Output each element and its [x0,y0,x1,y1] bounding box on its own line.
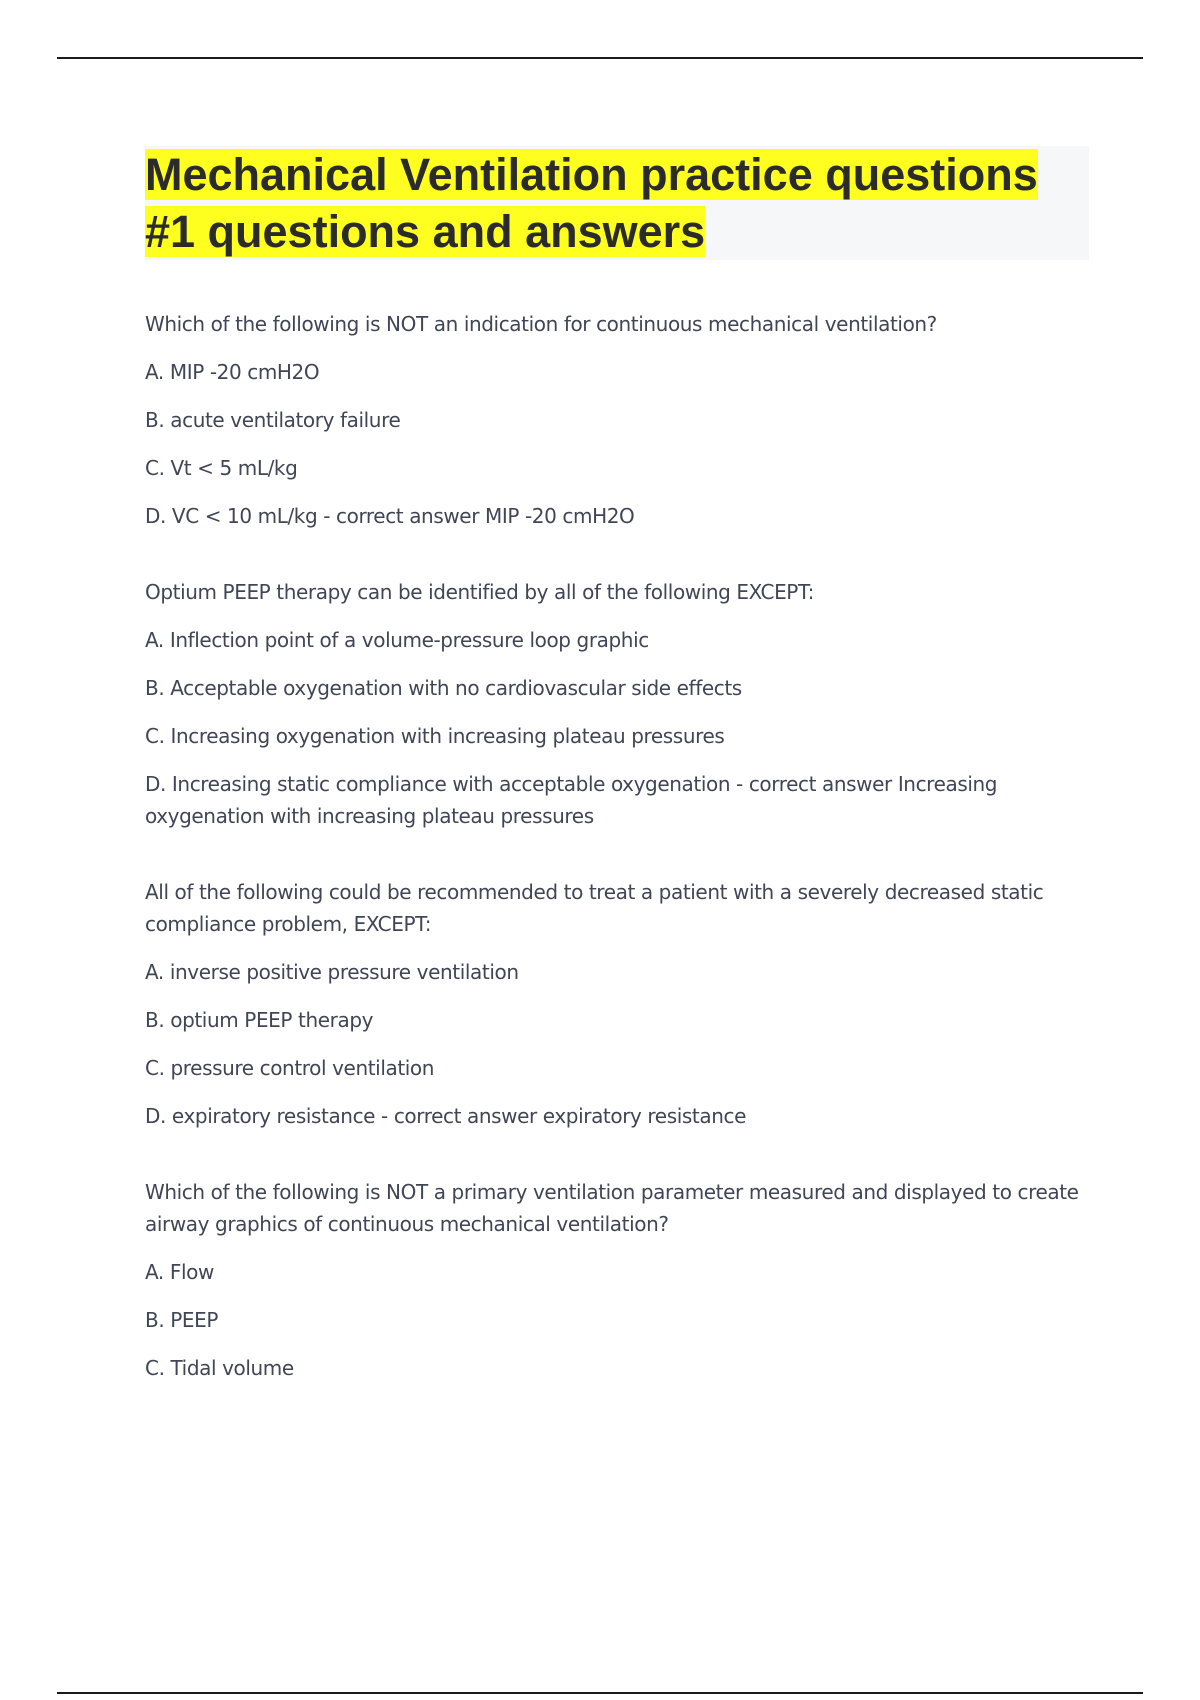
answer-option: C. Tidal volume [145,1356,294,1380]
document-title [145,146,1089,260]
question-text: Optium PEEP therapy can be identified by all of the following EXCEPT: [145,580,814,604]
question-3 [145,876,1089,1132]
answer-option: A. inverse positive pressure ventilation [145,960,519,984]
answer-option: A. MIP -20 cmH2O [145,360,320,384]
question-text: All of the following could be recommended to treat a patient with a severely decreased static compliance problem, EXCEPT: [145,880,1044,936]
question-4 [145,1176,1089,1384]
answer-option: A. Flow [145,1260,214,1284]
title-block [145,146,1089,260]
answer-option: C. Vt < 5 mL/kg [145,456,298,480]
answer-option: C. pressure control ventilation [145,1056,435,1080]
bottom-rule [57,1692,1143,1694]
question-text: Which of the following is NOT a primary ventilation parameter measured and displayed to create airway graphics of continuous mechanical ventilation? [145,1180,1079,1236]
document-body [145,146,1089,1428]
top-rule [57,57,1143,59]
answer-option: D. Increasing static compliance with acceptable oxygenation - correct answer Increasing oxygenation with increasing plateau pressures [145,772,998,828]
answer-option: B. PEEP [145,1308,219,1332]
answer-option: B. Acceptable oxygenation with no cardiovascular side effects [145,676,742,700]
answer-option: B. acute ventilatory failure [145,408,401,432]
title-highlight: Mechanical Ventilation practice questions #1 questions and answers [145,149,1038,257]
answer-option: D. VC < 10 mL/kg - correct answer MIP -20 cmH2O [145,504,635,528]
answer-option: B. optium PEEP therapy [145,1008,374,1032]
answer-option: A. Inflection point of a volume-pressure loop graphic [145,628,649,652]
answer-option: D. expiratory resistance - correct answer expiratory resistance [145,1104,746,1128]
question-1 [145,308,1089,532]
question-2 [145,576,1089,832]
question-text: Which of the following is NOT an indication for continuous mechanical ventilation? [145,312,937,336]
answer-option: C. Increasing oxygenation with increasing plateau pressures [145,724,725,748]
